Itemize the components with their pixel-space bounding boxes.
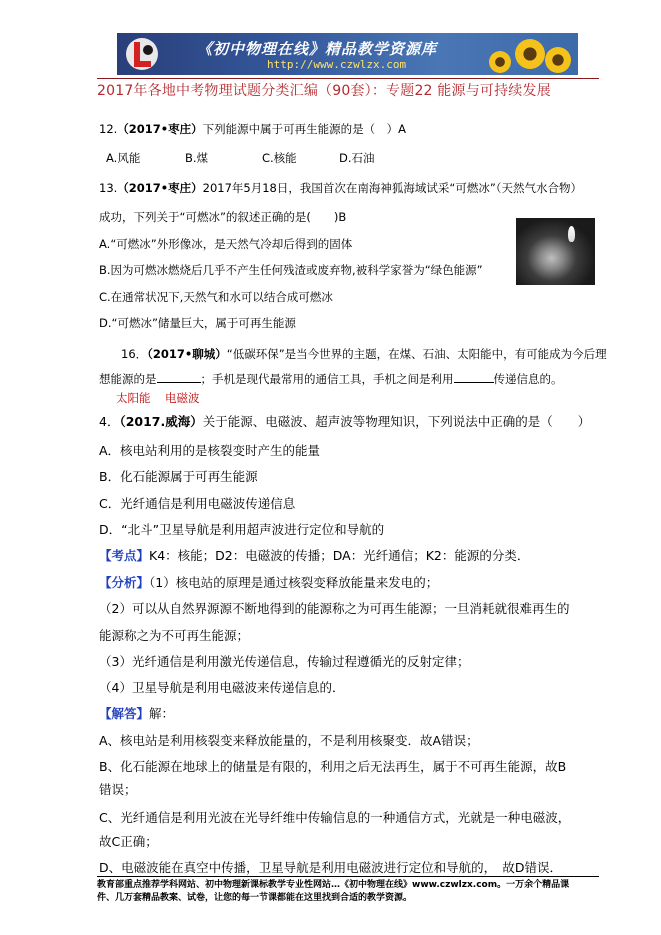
banner-url[interactable]: http://www.czwlzx.com	[267, 58, 407, 71]
question-4	[99, 414, 590, 430]
option-d: D.“可燃冰”储量巨大，属于可再生能源	[99, 316, 296, 330]
question-text: 关于能源、电磁波、超声波等物理知识，下列说法中正确的是（ ）	[202, 414, 591, 429]
answer-blank	[454, 371, 494, 383]
footer-line-2: 件、几万套精品教案、试卷，让您的每一节课都能在这里找到合适的教学资源。	[97, 893, 413, 903]
jieda-line: 错误；	[99, 782, 137, 797]
site-logo-icon	[123, 36, 161, 72]
fenxi-line: 能源称之为不可再生能源；	[99, 628, 250, 643]
option-a: A.“可燃冰”外形像冰，是天然气冷却后得到的固体	[99, 237, 353, 251]
option-a: A.风能	[106, 151, 141, 165]
option-c: C.在通常状况下,天然气和水可以结合成可燃冰	[99, 290, 333, 304]
fenxi-label: 【分析】	[99, 575, 150, 590]
footer-divider	[97, 876, 599, 877]
option-b: B.煤	[185, 151, 209, 165]
page-title: 2017年各地中考物理试题分类汇编（90套）：专题22 能源与可持续发展	[97, 83, 551, 99]
header-divider	[97, 78, 599, 79]
question-number: 13.	[99, 181, 118, 195]
jieda: 【解答】解：	[99, 706, 175, 721]
answer-2: 电磁波	[165, 391, 200, 405]
footer-line-1: 教育部重点推荐学科网站、初中物理新课标教学专业性网站…《初中物理在线》www.czwlzx.com。一万余个精品课	[97, 880, 570, 890]
kaodian: 【考点】K4：核能；D2：电磁波的传播；DA：光纤通信；K2：能源的分类．	[99, 548, 530, 563]
question-number: 4．	[99, 414, 120, 429]
jieda-line: D、电磁波能在真空中传播，卫星导航是利用电磁波进行定位和导航的， 故D错误．	[99, 860, 563, 875]
sunflower-icon	[545, 47, 571, 73]
question-16	[121, 346, 607, 362]
fenxi-line: （4）卫星导航是利用电磁波来传递信息的．	[99, 680, 345, 695]
fenxi-line: （3）光纤通信是利用激光传递信息，传输过程遵循光的反射定律；	[99, 654, 470, 669]
fenxi-line: （2）可以从自然界源源不断地得到的能源称之为可再生能源；一旦消耗就很难再生的	[99, 601, 570, 616]
question-source: （2017•枣庄）	[117, 122, 203, 136]
answer-blank	[157, 371, 201, 383]
option-b: B．化石能源属于可再生能源	[99, 469, 258, 484]
jieda-line: A、核电站是利用核裂变来释放能量的，不是利用核聚变．故A错误；	[99, 733, 479, 748]
option-b: B.因为可燃冰燃烧后几乎不产生任何残渣或废弃物,被科学家誉为“绿色能源”	[99, 263, 483, 277]
fenxi: 【分析】（1）核电站的原理是通过核裂变释放能量来发电的；	[99, 575, 439, 590]
question-13	[99, 180, 582, 196]
sunflower-icon	[489, 51, 511, 73]
option-c: C．光纤通信是利用电磁波传递信息	[99, 496, 296, 511]
question-source: （2017.威海）	[119, 414, 203, 429]
jieda-line: C、光纤通信是利用光波在光导纤维中传输信息的一种通信方式，光就是一种电磁波，	[99, 810, 571, 825]
question-text-line2: 成功，下列关于“可燃冰”的叙述正确的是( )B	[99, 210, 347, 224]
kaodian-label: 【考点】	[99, 548, 150, 563]
question-source: （2017•枣庄）	[117, 181, 203, 195]
option-d: D．“北斗”卫星导航是利用超声波进行定位和导航的	[99, 522, 385, 537]
jieda-line: 故C正确；	[99, 834, 158, 849]
question-number: 12.	[99, 122, 118, 136]
question-source: （2017•聊城）	[147, 347, 227, 361]
jieda-label: 【解答】	[99, 706, 150, 721]
question-text-line2: 想能源的是 ；手机是现代最常用的通信工具，手机之间是利用 传递信息的。	[99, 372, 563, 386]
header-banner	[117, 33, 578, 75]
option-a: A．核电站利用的是核裂变时产生的能量	[99, 443, 321, 458]
answer-1: 太阳能	[116, 391, 151, 405]
flammable-ice-photo	[516, 218, 595, 285]
sunflower-icon	[515, 39, 545, 69]
option-c: C.核能	[262, 151, 297, 165]
jieda-line: B、化石能源在地球上的储量是有限的，利用之后无法再生，属于不可再生能源，故B	[99, 759, 567, 774]
question-number: 16．	[121, 347, 148, 361]
flame-icon	[568, 226, 575, 242]
option-d: D.石油	[339, 151, 375, 165]
question-12	[99, 121, 406, 137]
question-text: “低碳环保”是当今世界的主题，在煤、石油、太阳能中，有可能成为今后理	[226, 347, 607, 361]
question-text: 2017年5月18日，我国首次在南海神狐海域试采“可燃冰”（天然气水合物）	[202, 181, 583, 195]
question-text: 下列能源中属于可再生能源的是（ ）A	[202, 122, 407, 136]
banner-title: 《初中物理在线》精品教学资源库	[197, 40, 438, 58]
